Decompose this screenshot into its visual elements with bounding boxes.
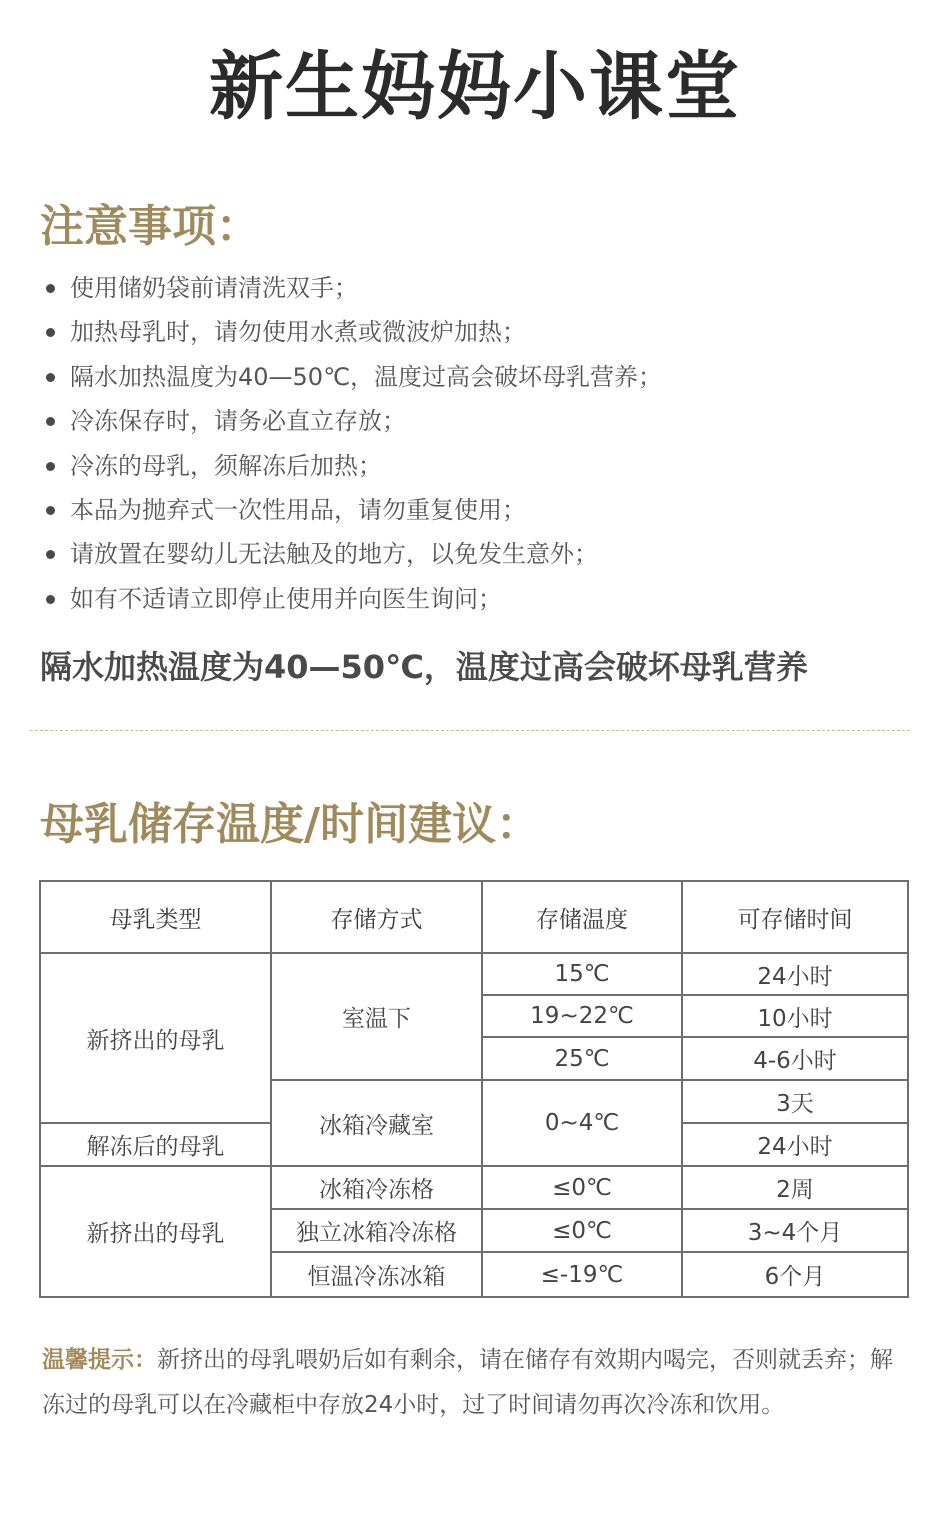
header-storage-method: 存储方式 bbox=[271, 881, 482, 953]
tips-label: 温馨提示： bbox=[42, 1347, 157, 1373]
cell-storage-time: 3天 bbox=[682, 1080, 908, 1123]
list-item: 如有不适请立即停止使用并向医生询问； bbox=[44, 577, 662, 621]
list-item: 本品为抛弃式一次性用品，请勿重复使用； bbox=[44, 488, 662, 532]
cell-storage-method: 恒温冷冻冰箱 bbox=[271, 1252, 482, 1297]
cell-storage-method: 冰箱冷藏室 bbox=[271, 1080, 482, 1166]
cell-storage-temp: 19~22℃ bbox=[482, 995, 682, 1037]
notes-list bbox=[44, 266, 662, 621]
cell-storage-time: 10小时 bbox=[682, 995, 908, 1037]
table-row bbox=[40, 1166, 908, 1209]
warm-tips bbox=[42, 1338, 912, 1427]
heating-emphasis: 隔水加热温度为40—50℃，温度过高会破坏母乳营养 bbox=[40, 648, 808, 686]
cell-milk-type: 解冻后的母乳 bbox=[40, 1123, 271, 1166]
list-item: 请放置在婴幼儿无法触及的地方，以免发生意外； bbox=[44, 532, 662, 576]
storage-table bbox=[39, 880, 909, 1298]
cell-storage-method: 室温下 bbox=[271, 953, 482, 1080]
cell-storage-time: 4-6小时 bbox=[682, 1037, 908, 1080]
list-item: 冷冻保存时，请务必直立存放； bbox=[44, 399, 662, 443]
cell-storage-time: 6个月 bbox=[682, 1252, 908, 1297]
table-header-row bbox=[40, 881, 908, 953]
cell-storage-temp: ≤0℃ bbox=[482, 1209, 682, 1252]
dashed-divider bbox=[30, 730, 910, 731]
cell-storage-temp: 25℃ bbox=[482, 1037, 682, 1080]
page-title: 新生妈妈小课堂 bbox=[209, 44, 741, 130]
header-storage-temp: 存储温度 bbox=[482, 881, 682, 953]
cell-storage-temp: 0~4℃ bbox=[482, 1080, 682, 1166]
list-item: 冷冻的母乳，须解冻后加热； bbox=[44, 444, 662, 488]
notes-heading: 注意事项： bbox=[40, 201, 260, 252]
tips-text: 新挤出的母乳喂奶后如有剩余，请在储存有效期内喝完，否则就丢弃；解冻过的母乳可以在冷藏柜中存放24小时，过了时间请勿再次冷冻和饮用。 bbox=[42, 1347, 893, 1418]
cell-storage-method: 独立冰箱冷冻格 bbox=[271, 1209, 482, 1252]
list-item: 使用储奶袋前请清洗双手； bbox=[44, 266, 662, 310]
cell-storage-time: 24小时 bbox=[682, 953, 908, 995]
storage-heading: 母乳储存温度/时间建议： bbox=[40, 799, 541, 850]
list-item: 隔水加热温度为40—50℃，温度过高会破坏母乳营养； bbox=[44, 355, 662, 399]
list-item: 加热母乳时，请勿使用水煮或微波炉加热； bbox=[44, 310, 662, 354]
cell-milk-type: 新挤出的母乳 bbox=[40, 953, 271, 1123]
cell-milk-type: 新挤出的母乳 bbox=[40, 1166, 271, 1297]
cell-storage-method: 冰箱冷冻格 bbox=[271, 1166, 482, 1209]
table-row bbox=[40, 953, 908, 995]
cell-storage-time: 24小时 bbox=[682, 1123, 908, 1166]
cell-storage-temp: 15℃ bbox=[482, 953, 682, 995]
cell-storage-temp: ≤-19℃ bbox=[482, 1252, 682, 1297]
cell-storage-time: 3~4个月 bbox=[682, 1209, 908, 1252]
header-storage-time: 可存储时间 bbox=[682, 881, 908, 953]
header-milk-type: 母乳类型 bbox=[40, 881, 271, 953]
cell-storage-time: 2周 bbox=[682, 1166, 908, 1209]
cell-storage-temp: ≤0℃ bbox=[482, 1166, 682, 1209]
